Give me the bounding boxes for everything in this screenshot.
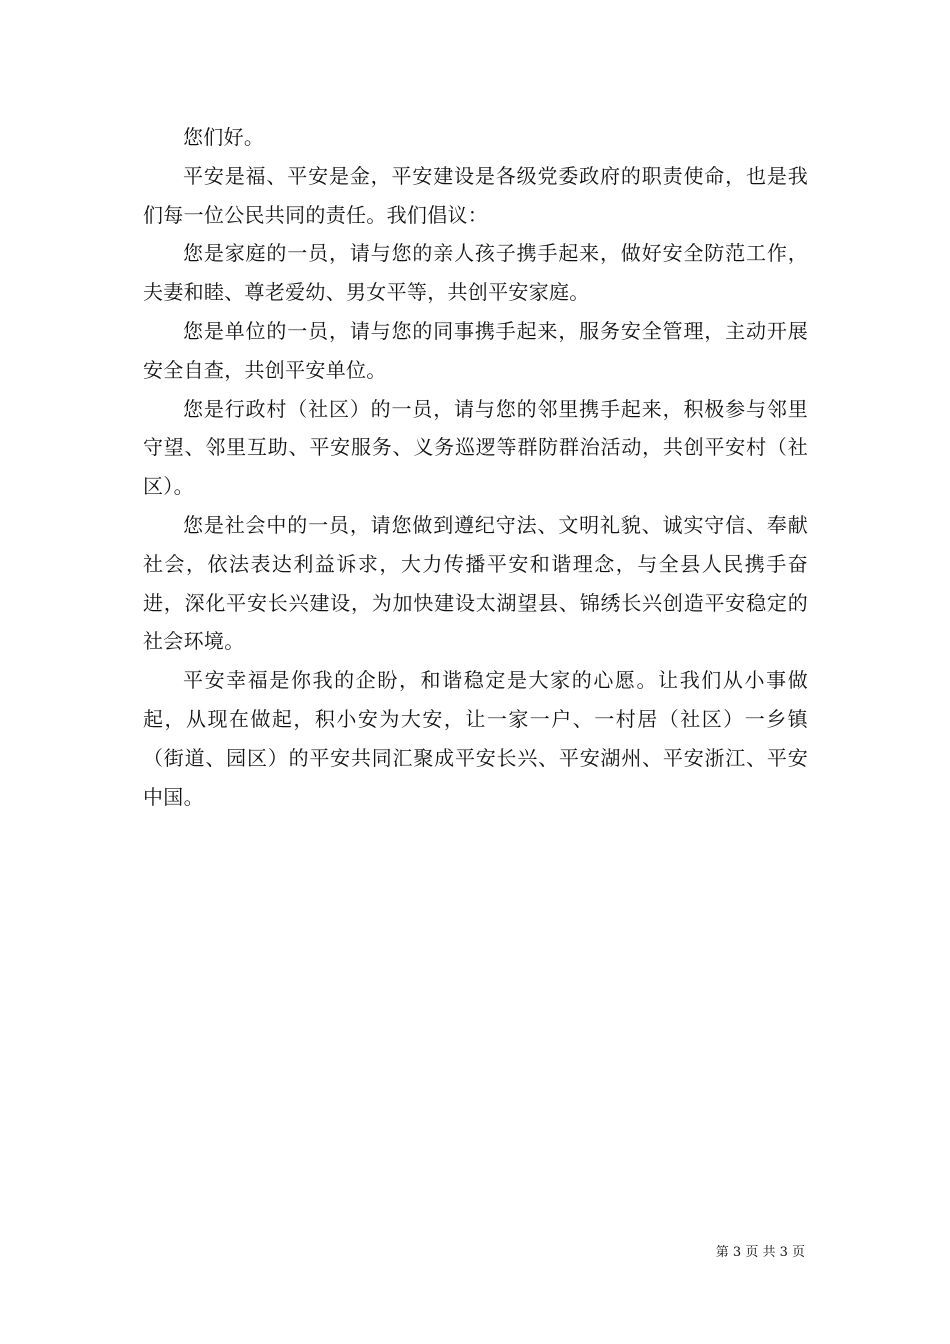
greeting-paragraph: 您们好。 [183, 125, 265, 149]
community-paragraph: 您是行政村（社区）的一员，请与您的邻里携手起来，积极参与邻里守望、邻里互助、平安服务、义务巡逻等群防群治活动，共创平安村（社区）。 [143, 396, 808, 499]
family-paragraph: 您是家庭的一员，请与您的亲人孩子携手起来，做好安全防范工作，夫妻和睦、尊老爱幼、男女平等，共创平安家庭。 [143, 241, 808, 305]
page-number-footer: 第 3 页 共 3 页 [715, 1245, 805, 1260]
intro-paragraph: 平安是福、平安是金，平安建设是各级党委政府的职责使命，也是我们每一位公民共同的责任。我们倡议： [143, 163, 808, 227]
document-body [143, 118, 808, 816]
society-paragraph: 您是社会中的一员，请您做到遵纪守法、文明礼貌、诚实守信、奉献社会，依法表达利益诉求，大力传播平安和谐理念，与全县人民携手奋进，深化平安长兴建设，为加快建设太湖望县、锦绣长兴创造平安稳定的社会环境。 [143, 512, 808, 654]
workplace-paragraph: 您是单位的一员，请与您的同事携手起来，服务安全管理，主动开展安全自查，共创平安单位。 [143, 318, 808, 382]
closing-paragraph: 平安幸福是你我的企盼，和谐稳定是大家的心愿。让我们从小事做起，从现在做起，积小安为大安，让一家一户、一村居（社区）一乡镇（街道、园区）的平安共同汇聚成平安长兴、平安湖州、平安浙江、平安中国。 [143, 668, 808, 809]
